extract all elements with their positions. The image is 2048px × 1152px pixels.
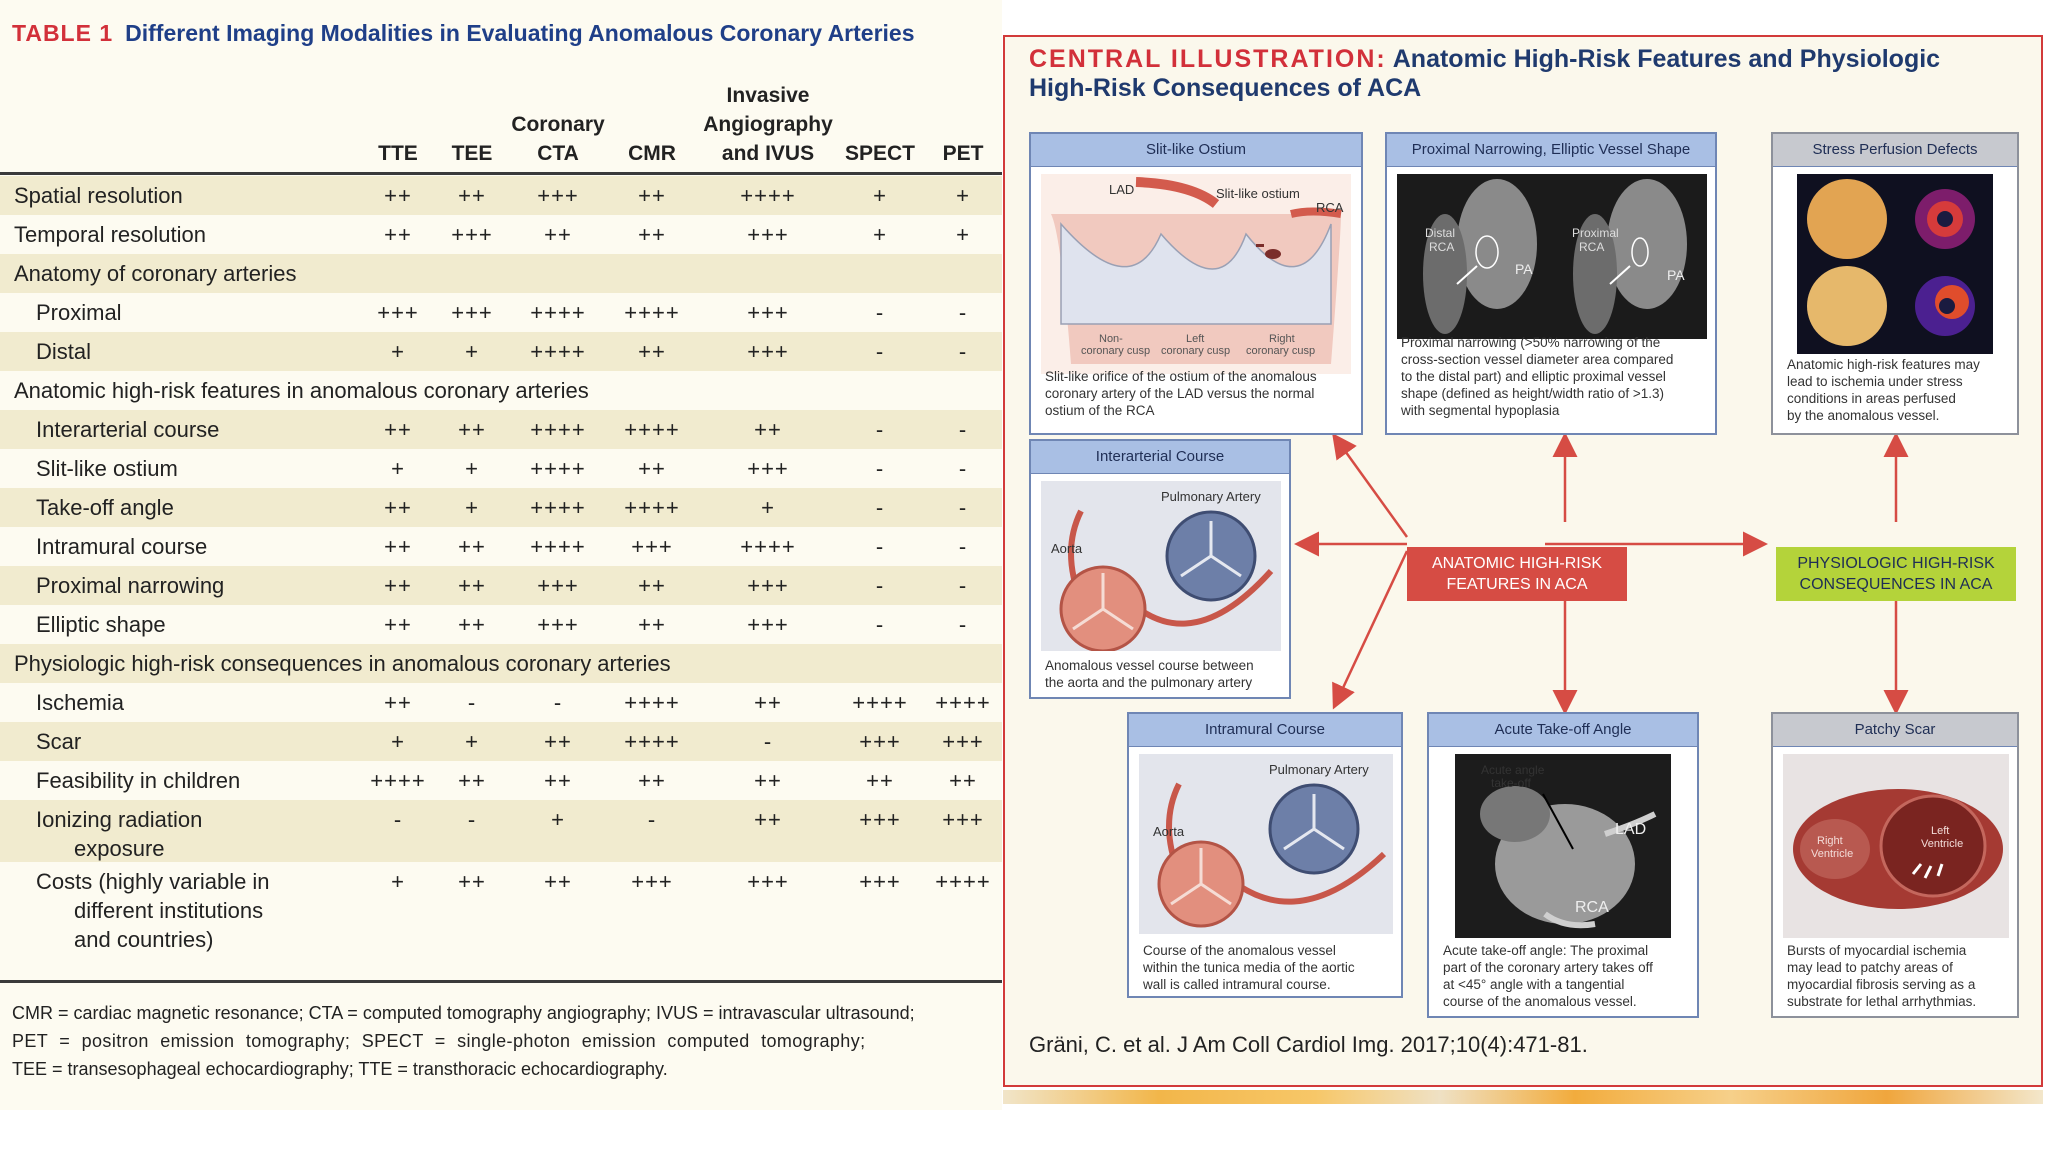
label-distal-rca: RCA — [1429, 240, 1455, 254]
table-cell: ++ — [458, 183, 486, 208]
citation: Gräni, C. et al. J Am Coll Cardiol Img. 2017;10(4):471-81. — [1029, 1032, 1588, 1057]
table-cell: ++ — [458, 869, 486, 894]
table-cell: ++ — [458, 534, 486, 559]
column-header: PET — [942, 142, 984, 165]
table-cell: + — [873, 222, 887, 247]
interarterial-illustration — [1041, 481, 1281, 651]
table-cell: +++ — [747, 456, 789, 481]
table-cell: + — [391, 339, 405, 364]
table-row — [0, 488, 1002, 527]
table-cell: ++ — [384, 222, 412, 247]
table-row — [0, 449, 1002, 488]
table-row — [0, 761, 1002, 800]
panel-title: Proximal Narrowing, Elliptic Vessel Shape — [1387, 134, 1715, 167]
table-row — [0, 332, 1002, 371]
table-cell: ++ — [638, 222, 666, 247]
table-cell: ++++ — [624, 690, 680, 715]
table-cell: - — [393, 807, 403, 832]
scar-illustration — [1783, 754, 2009, 938]
arrow-to-intramural — [1335, 551, 1407, 705]
label-lad: LAD — [1615, 821, 1647, 838]
arrow-to-slit — [1335, 437, 1407, 537]
table-cell: +++ — [377, 300, 419, 325]
decorative-stripe — [1003, 1090, 2043, 1104]
label-pa-2: PA — [1667, 267, 1685, 283]
table-cell: - — [958, 534, 968, 559]
label-right: Right — [1817, 835, 1843, 847]
table-cell: + — [465, 729, 479, 754]
panel-caption: Anomalous vessel course between the aorta and the pulmonary artery — [1045, 658, 1254, 690]
table-cell: ++++ — [624, 417, 680, 442]
table-row — [0, 176, 1002, 215]
row-label: Proximal narrowing — [36, 573, 225, 598]
row-label: Distal — [36, 339, 92, 364]
illustration-label: CENTRAL ILLUSTRATION: — [1029, 45, 1387, 73]
label-left-ventricle: Ventricle — [1921, 838, 1964, 850]
table-cell: ++ — [638, 573, 666, 598]
table-cell: ++ — [384, 183, 412, 208]
table-cell: ++++ — [624, 300, 680, 325]
panel-title: Interarterial Course — [1031, 441, 1289, 474]
label-proximal-rca: RCA — [1579, 240, 1605, 254]
table-row — [0, 722, 1002, 761]
table-cell: +++ — [859, 807, 901, 832]
table-cell: ++ — [754, 417, 782, 442]
footnote-line: PET = positron emission tomography; SPECT = single-photon emission computed tomography; — [12, 1031, 866, 1051]
perfusion-maps — [1797, 174, 1993, 354]
table-row — [0, 862, 1002, 954]
panel-caption: Acute take-off angle: The proximal part of the coronary artery takes off at <45° angle with a tangential course of the anomalous vessel. — [1443, 943, 1653, 1009]
table-title-text: Different Imaging Modalities in Evaluating Anomalous Coronary Arteries — [125, 20, 915, 46]
table-row — [0, 293, 1002, 332]
table-cell: +++ — [451, 300, 493, 325]
table-cell: + — [465, 495, 479, 520]
panel-title: Slit-like Ostium — [1031, 134, 1361, 167]
table-cell: ++++ — [530, 417, 586, 442]
table-cell: + — [391, 456, 405, 481]
table-cell: ++++ — [740, 183, 796, 208]
table-cell: - — [875, 300, 885, 325]
column-header: SPECT — [844, 142, 915, 165]
table-cell: +++ — [942, 807, 984, 832]
table-cell: +++ — [747, 573, 789, 598]
table-cell: - — [875, 339, 885, 364]
table-row — [0, 800, 1002, 862]
table-cell: + — [873, 183, 887, 208]
panel-caption: Slit-like orifice of the ostium of the anomalous coronary artery of the LAD versus the normal ostium of the RCA — [1045, 369, 1317, 418]
table-cell: +++ — [747, 222, 789, 247]
label-slit-ostium: Slit-like ostium — [1216, 186, 1300, 201]
table-cell: - — [467, 690, 477, 715]
table-cell: ++ — [384, 612, 412, 637]
panel-title: Stress Perfusion Defects — [1773, 134, 2017, 167]
row-label: Temporal resolution — [14, 222, 206, 247]
table-cell: ++ — [384, 573, 412, 598]
takeoff-ct-image — [1455, 754, 1671, 938]
table-cell: + — [391, 869, 405, 894]
table-cell: ++ — [458, 612, 486, 637]
intramural-illustration — [1139, 754, 1393, 934]
panel-caption: Proximal narrowing (>50% narrowing of the cross-section vessel diameter area compared to the distal part) and elliptic proximal vessel shape (defined as height/width ratio of >1.3) with segmental hypoplasia — [1401, 335, 1674, 418]
table-label: TABLE 1 — [12, 20, 114, 46]
row-label: Ionizing radiation exposure — [36, 807, 203, 861]
panel-proximal-narrowing — [1385, 132, 1717, 435]
table-cell: +++ — [631, 534, 673, 559]
table-cell: +++ — [537, 183, 579, 208]
table-cell: ++ — [638, 768, 666, 793]
table-cell: +++ — [631, 869, 673, 894]
table-cell: - — [958, 456, 968, 481]
header-rule — [0, 172, 1002, 175]
footnote-line: TEE = transesophageal echocardiography; TTE = transthoracic echocardiography. — [12, 1059, 668, 1079]
table-cell: + — [465, 456, 479, 481]
table-cell: ++++ — [852, 690, 908, 715]
table-cell: ++ — [384, 495, 412, 520]
table-cell: ++++ — [530, 456, 586, 481]
panel-patchy-scar — [1771, 712, 2019, 1018]
table-cell: - — [875, 534, 885, 559]
label-pulmonary-artery: Pulmonary Artery — [1269, 762, 1369, 777]
table-title — [12, 20, 915, 47]
table-cell: ++ — [544, 222, 572, 247]
table-cell: - — [875, 456, 885, 481]
row-label: Proximal — [36, 300, 122, 325]
table-cell: - — [647, 807, 657, 832]
table-section-row — [0, 254, 1002, 293]
table-cell: - — [763, 729, 773, 754]
table-cell: ++++ — [624, 495, 680, 520]
label-noncoronary-cusp: Non- — [1099, 333, 1123, 345]
table-cell: +++ — [747, 300, 789, 325]
table-cell: - — [467, 807, 477, 832]
footer-rule — [0, 980, 1002, 983]
row-label: Anatomy of coronary arteries — [14, 261, 297, 286]
column-header: TTE — [378, 142, 418, 165]
panel-intramural-course — [1127, 712, 1403, 998]
table-cell: ++ — [458, 573, 486, 598]
table-cell: ++ — [458, 768, 486, 793]
row-label: Feasibility in children — [36, 768, 241, 793]
table-cell: +++ — [747, 869, 789, 894]
column-header: TEE — [451, 142, 493, 165]
table-section-row — [0, 644, 1002, 683]
label-left: Left — [1931, 825, 1950, 837]
row-label: Scar — [36, 729, 82, 754]
table-row — [0, 683, 1002, 722]
label-right-ventricle: Ventricle — [1811, 848, 1854, 860]
table-cell: ++ — [544, 729, 572, 754]
table-cell: ++ — [866, 768, 894, 793]
table-cell: +++ — [537, 573, 579, 598]
panel-interarterial-course — [1029, 439, 1291, 699]
table-cell: ++ — [949, 768, 977, 793]
row-label: Ischemia — [36, 690, 125, 715]
panel-title: Patchy Scar — [1773, 714, 2017, 747]
table-cell: ++++ — [530, 495, 586, 520]
central-illustration — [1003, 35, 2043, 1087]
table-cell: +++ — [859, 729, 901, 754]
table-cell: +++ — [747, 612, 789, 637]
table-cell: ++ — [754, 690, 782, 715]
row-label: Spatial resolution — [14, 183, 183, 208]
table-cell: +++ — [859, 869, 901, 894]
panel-caption: Bursts of myocardial ischemia may lead to patchy areas of myocardial fibrosis serving as a substrate for lethal arrhythmias. — [1787, 943, 1977, 1009]
table-cell: ++++ — [530, 339, 586, 364]
panel-title: Acute Take-off Angle — [1429, 714, 1697, 747]
column-header: Coronary CTA — [511, 113, 605, 165]
table-cell: ++ — [458, 417, 486, 442]
panel-stress-perfusion — [1771, 132, 2019, 435]
table-cell: + — [465, 339, 479, 364]
panel-caption: Course of the anomalous vessel within the tunica media of the aortic wall is called intramural course. — [1143, 943, 1355, 992]
aortic-root-illustration — [1041, 174, 1351, 374]
label-rca: RCA — [1316, 200, 1344, 215]
table-cell: - — [958, 573, 968, 598]
table-cell: +++ — [451, 222, 493, 247]
label-aorta: Aorta — [1153, 824, 1185, 839]
table-cell: ++++ — [935, 690, 991, 715]
table-cell: ++ — [384, 417, 412, 442]
label-noncoronary-cusp-2: coronary cusp — [1081, 345, 1151, 357]
label-pulmonary-artery: Pulmonary Artery — [1161, 489, 1261, 504]
table-cell: + — [551, 807, 565, 832]
table-row — [0, 566, 1002, 605]
table-cell: ++ — [544, 869, 572, 894]
table-row — [0, 605, 1002, 644]
panel-acute-takeoff — [1427, 712, 1699, 1018]
table-cell: ++++ — [530, 534, 586, 559]
footnote-line: CMR = cardiac magnetic resonance; CTA = computed tomography angiography; IVUS = intravascular ultrasound; — [12, 1003, 915, 1023]
table-cell: + — [956, 222, 970, 247]
table-cell: ++++ — [370, 768, 426, 793]
row-label: Interarterial course — [36, 417, 220, 442]
table-cell: +++ — [747, 339, 789, 364]
label-distal: Distal — [1425, 226, 1456, 240]
label-left-cusp-2: coronary cusp — [1161, 345, 1231, 357]
table-row — [0, 527, 1002, 566]
row-label: Take-off angle — [36, 495, 174, 520]
label-lad: LAD — [1109, 182, 1135, 197]
panel-caption: Anatomic high-risk features may lead to ischemia under stress conditions in areas perfused by the anomalous vessel. — [1787, 357, 1980, 423]
table-cell: - — [958, 612, 968, 637]
row-label: Physiologic high-risk consequences in anomalous coronary arteries — [14, 651, 671, 676]
table-cell: +++ — [942, 729, 984, 754]
hub-anatomic: ANATOMIC HIGH-RISK FEATURES IN ACA — [1407, 547, 1627, 601]
label-takeoff: take-off — [1491, 776, 1531, 790]
table-cell: ++ — [638, 183, 666, 208]
label-left-cusp: Left — [1186, 333, 1205, 345]
row-label: Costs (highly variable in different institutions and countries) — [36, 869, 270, 952]
label-proximal: Proximal — [1572, 226, 1619, 240]
table-cell: + — [956, 183, 970, 208]
ct-images — [1397, 174, 1707, 339]
label-right-cusp-2: coronary cusp — [1246, 345, 1316, 357]
column-header: CMR — [628, 142, 676, 165]
table-cell: ++ — [384, 690, 412, 715]
table-cell: - — [875, 417, 885, 442]
table-cell: ++ — [638, 612, 666, 637]
illustration-title-line2: High-Risk Consequences of ACA — [1029, 74, 1422, 102]
row-label: Elliptic shape — [36, 612, 166, 637]
hub-physiologic: PHYSIOLOGIC HIGH-RISK CONSEQUENCES IN ACA — [1776, 547, 2016, 601]
modalities-table — [0, 0, 1002, 1110]
table-cell: ++ — [754, 768, 782, 793]
table-cell: ++++ — [624, 729, 680, 754]
table-cell: + — [761, 495, 775, 520]
table-cell: - — [958, 417, 968, 442]
panel-title: Intramural Course — [1129, 714, 1401, 747]
table-cell: - — [553, 690, 563, 715]
table-cell: - — [958, 495, 968, 520]
illustration-title-line1: Anatomic High-Risk Features and Physiologic — [1392, 45, 1941, 73]
table-cell: - — [875, 573, 885, 598]
table-cell: ++ — [638, 339, 666, 364]
table-cell: - — [875, 495, 885, 520]
table-cell: ++ — [638, 456, 666, 481]
table-cell: ++ — [384, 534, 412, 559]
table-cell: ++ — [754, 807, 782, 832]
label-aorta: Aorta — [1051, 541, 1083, 556]
table-cell: ++ — [544, 768, 572, 793]
table-cell: ++++ — [935, 869, 991, 894]
row-label: Intramural course — [36, 534, 208, 559]
column-header: Invasive Angiography and IVUS — [703, 84, 833, 165]
table-cell: - — [958, 300, 968, 325]
table-row — [0, 215, 1002, 254]
table-cell: - — [875, 612, 885, 637]
table-section-row — [0, 371, 1002, 410]
table-cell: - — [958, 339, 968, 364]
table-row — [0, 410, 1002, 449]
row-label: Anatomic high-risk features in anomalous coronary arteries — [14, 378, 589, 403]
table-cell: ++++ — [740, 534, 796, 559]
label-pa: PA — [1515, 261, 1533, 277]
row-label: Slit-like ostium — [36, 456, 178, 481]
table-cell: + — [391, 729, 405, 754]
table-cell: ++++ — [530, 300, 586, 325]
label-rca: RCA — [1575, 899, 1609, 916]
panel-slit-like-ostium — [1029, 132, 1363, 435]
table-cell: +++ — [537, 612, 579, 637]
label-right-cusp: Right — [1269, 333, 1295, 345]
label-acute-angle: Acute angle — [1481, 763, 1545, 777]
